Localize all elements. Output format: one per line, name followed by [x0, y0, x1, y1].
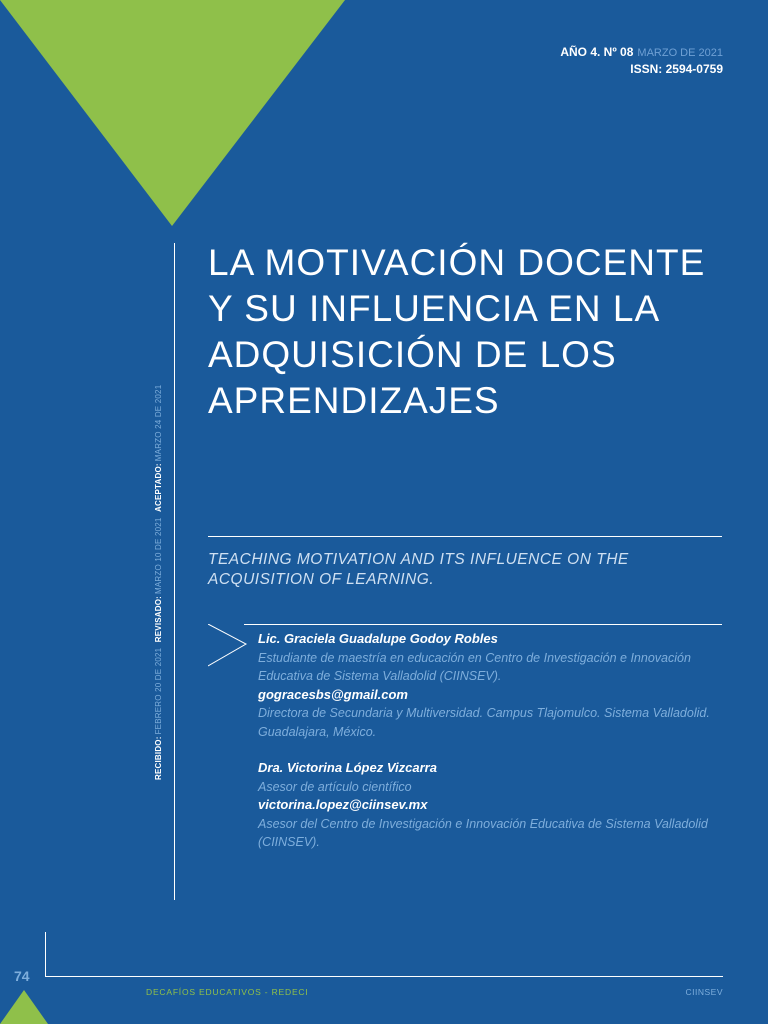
accepted-label: ACEPTADO:	[154, 463, 163, 512]
received-date: FEBRERO 20 DE 2021	[154, 647, 163, 735]
revised-label: REVISADO:	[154, 595, 163, 643]
author-name: Lic. Graciela Guadalupe Godoy Robles	[258, 631, 498, 646]
received-label: RECIBIDO:	[154, 736, 163, 780]
issue-info	[560, 44, 723, 77]
issue-month: MARZO DE 2021	[637, 47, 723, 59]
author-role: Estudiante de maestría en educación en Centro de Investigación e Innovación Educativa de Sistema Valladolid (CIINSEV).	[258, 650, 691, 683]
green-triangle-decoration	[0, 0, 345, 226]
accepted-date: MARZO 24 DE 2021	[154, 384, 163, 462]
green-triangle-corner-decoration	[0, 990, 48, 1024]
author-affiliation: Directora de Secundaria y Multiversidad. Campus Tlajomulco. Sistema Valladolid. Guadalajara, México.	[258, 706, 710, 739]
authors-divider	[244, 624, 722, 625]
author-email[interactable]: gogracesbs@gmail.com	[258, 686, 408, 702]
submission-dates	[154, 360, 163, 780]
page-number: 74	[14, 968, 30, 984]
organization-name: CIINSEV	[685, 987, 723, 997]
revised-date: MARZO 10 DE 2021	[154, 517, 163, 594]
article-title: LA MOTIVACIÓN DOCENTE Y SU INFLUENCIA EN LA ADQUISICIÓN DE LOS APRENDIZAJES	[208, 242, 706, 421]
issue-number: Nº 08	[603, 45, 634, 59]
issue-line	[560, 44, 723, 61]
author-email[interactable]: victorina.lopez@ciinsev.mx	[258, 797, 428, 812]
article-subtitle: TEACHING MOTIVATION AND ITS INFLUENCE ON THE ACQUISITION OF LEARNING.	[208, 551, 629, 588]
authors-block	[258, 630, 718, 852]
footer-horizontal-line	[45, 976, 723, 977]
title-divider	[208, 536, 722, 537]
author-1	[258, 630, 718, 741]
issn: ISSN: 2594-0759	[630, 62, 723, 76]
author-name: Dra. Victorina López Vizcarra	[258, 760, 437, 775]
author-affiliation: Asesor del Centro de Investigación e Innovación Educativa de Sistema Valladolid (CIINSEV).	[258, 816, 708, 849]
author-2	[258, 759, 718, 852]
footer-vertical-line	[45, 932, 46, 976]
chevron-right-icon	[208, 624, 248, 668]
vertical-divider	[174, 243, 175, 900]
issue-year: AÑO 4.	[560, 45, 601, 59]
author-role: Asesor de artículo científico	[258, 779, 412, 794]
journal-name: DECAFÍOS EDUCATIVOS - REDECI	[146, 987, 309, 997]
